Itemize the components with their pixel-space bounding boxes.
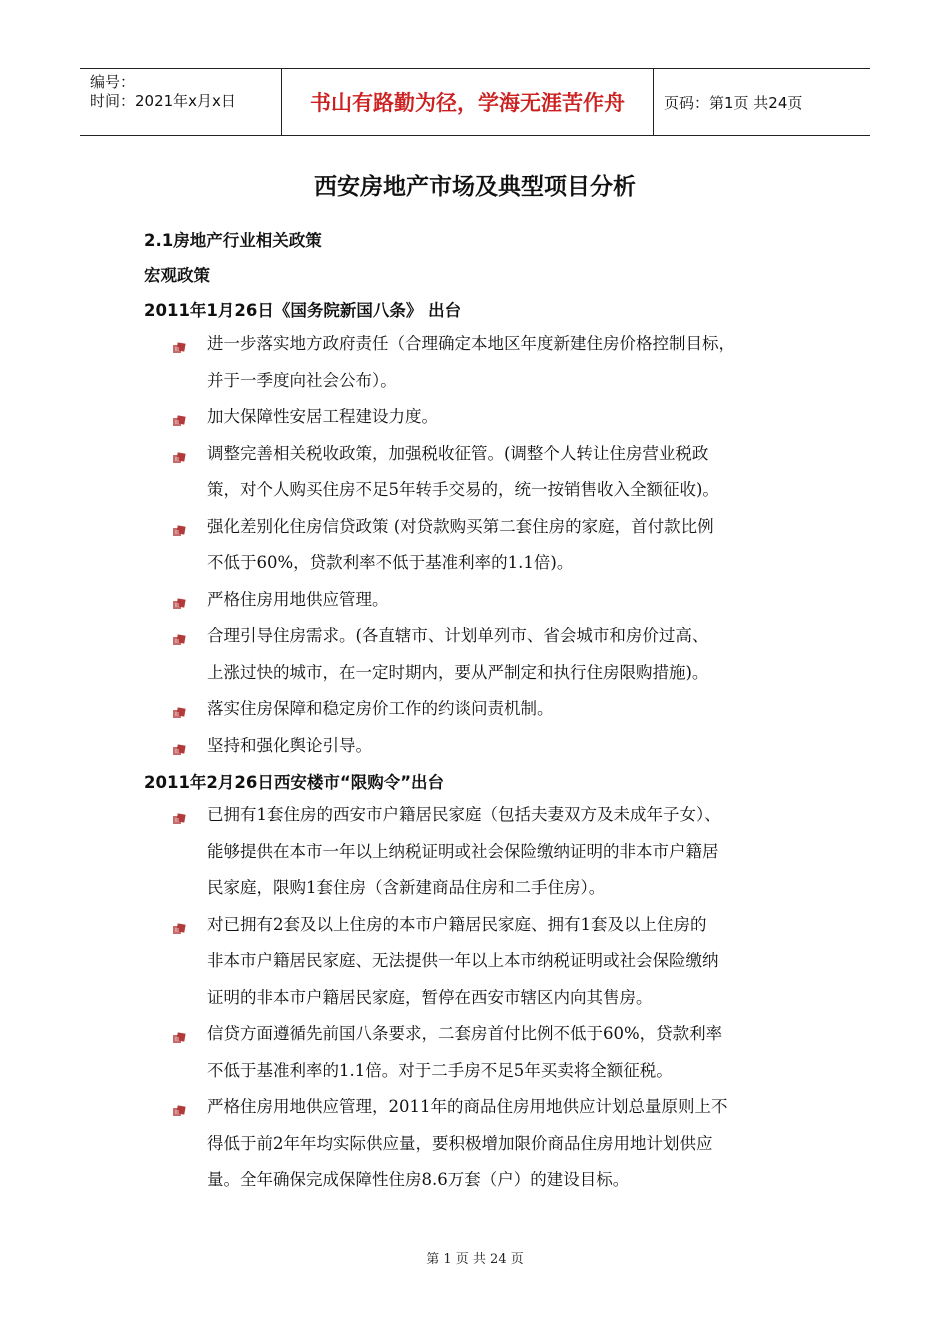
bullet-icon: [172, 810, 186, 822]
bullet-line: 证明的非本市户籍居民家庭，暂停在西安市辖区内向其售房。: [207, 987, 653, 1007]
bullet-icon: [172, 339, 186, 351]
bullet-line: 上涨过快的城市，在一定时期内，要从严制定和执行住房限购措施)。: [207, 662, 709, 682]
bullet-line: 能够提供在本市一年以上纳税证明或社会保险缴纳证明的非本市户籍居: [207, 841, 719, 861]
bullet-line: 调整完善相关税收政策，加强税收征管。(调整个人转让住房营业税政: [207, 443, 709, 463]
bullet-line: 对已拥有2套及以上住房的本市户籍居民家庭、拥有1套及以上住房的: [207, 914, 707, 934]
bullet-line: 量。全年确保完成保障性住房8.6万套（户）的建设目标。: [207, 1170, 630, 1189]
group2-heading: 2011年2月26日西安楼市“限购令”出台: [144, 773, 445, 792]
bullet-line: 信贷方面遵循先前国八条要求，二套房首付比例不低于60%，贷款利率: [207, 1024, 723, 1043]
bullet-icon: [172, 704, 186, 716]
bullet-line: 坚持和强化舆论引导。: [207, 735, 372, 755]
header-motto-cell: [281, 69, 654, 135]
bullet-icon: [172, 1102, 186, 1114]
bullet-icon: [172, 522, 186, 534]
bullet-line: 已拥有1套住房的西安市户籍居民家庭（包括夫妻双方及未成年子女）、: [207, 805, 721, 824]
bullet-line: 加大保障性安居工程建设力度。: [207, 407, 438, 426]
header-meta: [80, 69, 281, 135]
bullet-line: 不低于基准利率的1.1倍。对于二手房不足5年买卖将全额征税。: [207, 1060, 673, 1080]
header-number-label: 编号：: [90, 73, 136, 91]
bullet-line: 严格住房用地供应管理，2011年的商品住房用地供应计划总量原则上不: [207, 1097, 728, 1116]
bullet-line: 进一步落实地方政府责任（合理确定本地区年度新建住房价格控制目标，: [207, 334, 735, 353]
header-page-info: 页码：第1页 共24页: [664, 93, 803, 112]
bullet-line: 得低于前2年年均实际供应量，要积极增加限价商品住房用地计划供应: [207, 1133, 713, 1153]
bullet-line: 非本市户籍居民家庭、无法提供一年以上本市纳税证明或社会保险缴纳: [207, 951, 719, 970]
document-title: 西安房地产市场及典型项目分析: [314, 174, 636, 200]
bullet-icon: [172, 741, 186, 753]
bullet-line: 强化差别化住房信贷政策 (对贷款购买第二套住房的家庭，首付款比例: [207, 516, 714, 536]
bullet-icon: [172, 631, 186, 643]
page-footer: 第 1 页 共 24 页: [426, 1252, 524, 1267]
bullet-icon: [172, 412, 186, 424]
bullet-icon: [172, 920, 186, 932]
group1-heading: 2011年1月26日《国务院新国八条》 出台: [144, 301, 462, 320]
bullet-line: 民家庭，限购1套住房（含新建商品住房和二手住房）。: [207, 878, 606, 897]
bullet-line: 策，对个人购买住房不足5年转手交易的，统一按销售收入全额征收)。: [207, 480, 719, 499]
bullet-line: 不低于60%，贷款利率不低于基准利率的1.1倍)。: [207, 553, 574, 572]
bullet-line: 合理引导住房需求。(各直辖市、计划单列市、省会城市和房价过高、: [207, 626, 709, 645]
header-date: 时间：2021年x月x日: [90, 92, 236, 110]
section-heading: 2.1房地产行业相关政策: [144, 231, 322, 250]
bullet-line: 落实住房保障和稳定房价工作的约谈问责机制。: [207, 699, 554, 718]
sub-heading: 宏观政策: [144, 266, 210, 285]
bullet-icon: [172, 595, 186, 607]
bullet-line: 严格住房用地供应管理。: [207, 589, 389, 609]
bullet-icon: [172, 1029, 186, 1041]
header-motto: 书山有路勤为径，学海无涯苦作舟: [310, 91, 625, 115]
bullet-line: 并于一季度向社会公布）。: [207, 370, 397, 390]
bullet-icon: [172, 449, 186, 461]
document-header: [80, 68, 870, 136]
